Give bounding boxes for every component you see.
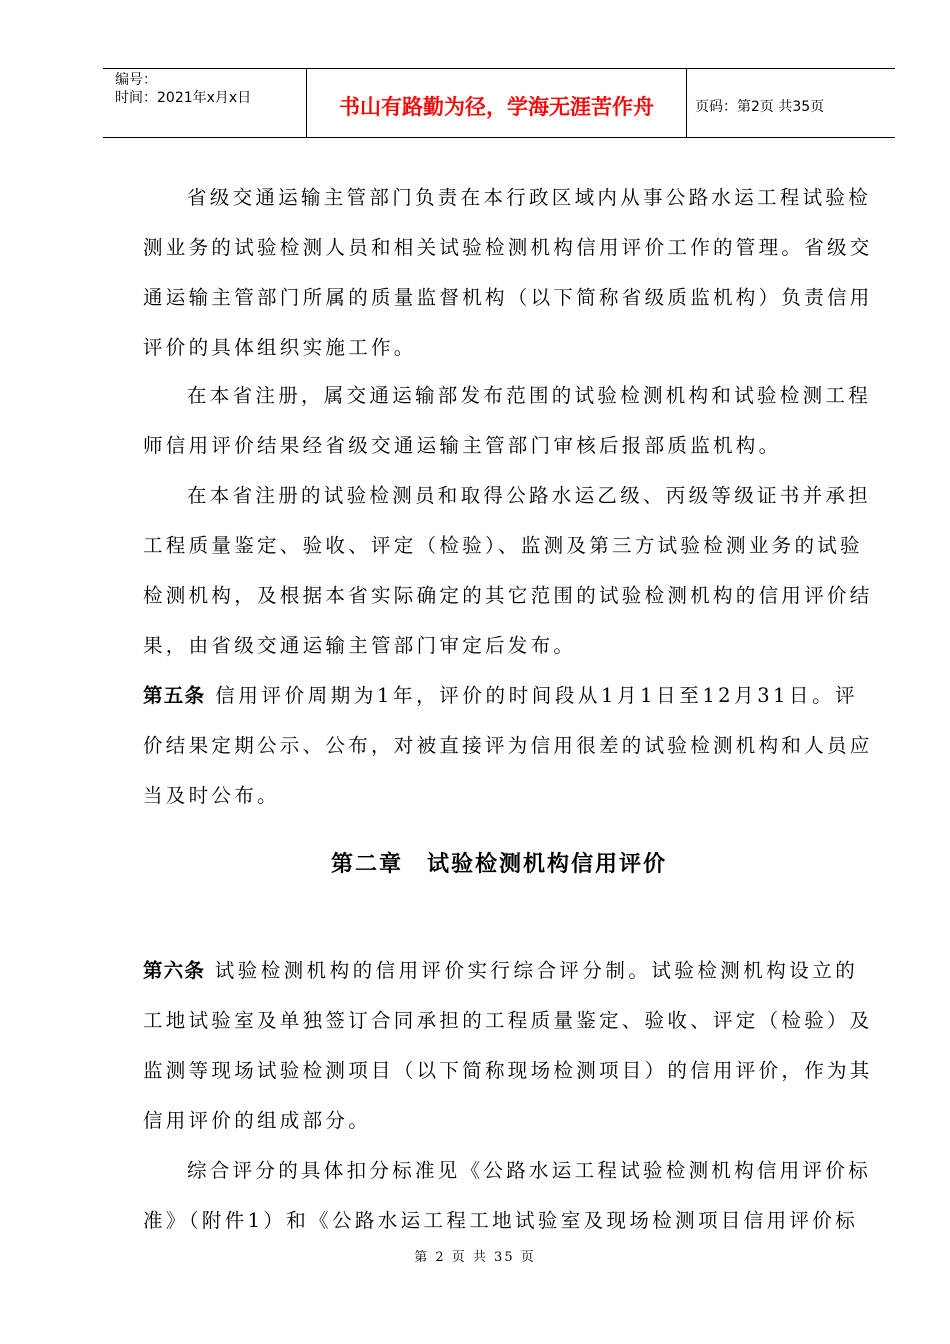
- paragraph-line: 省级交通运输主管部门负责在本行政区域内从事公路水运工程试验检: [187, 186, 872, 209]
- header-motto: 书山有路勤为径，学海无涯苦作舟: [306, 69, 687, 137]
- paragraph-line: 准》（附件1）和《公路水运工程工地试验室及现场检测项目信用评价标: [143, 1209, 858, 1232]
- paragraph-line: 在本省注册的试验检测员和取得公路水运乙级、丙级等级证书并承担: [187, 484, 872, 507]
- paragraph-line: 综合评分的具体扣分标准见《公路水运工程试验检测机构信用评价标: [187, 1159, 872, 1182]
- paragraph-line: 当及时公布。: [143, 784, 280, 807]
- chapter-title: 第二章 试验检测机构信用评价: [330, 852, 667, 877]
- article-5-label: 第五条: [143, 684, 206, 707]
- paragraph-line: 工地试验室及单独签订合同承担的工程质量鉴定、验收、评定（检验）及: [143, 1009, 873, 1032]
- article-5-first-line: [143, 680, 858, 708]
- paragraph-line: 测业务的试验检测人员和相关试验检测机构信用评价工作的管理。省级交: [143, 236, 873, 259]
- time-label: 时间：2021年x月x日: [115, 90, 252, 106]
- paragraph-line: 价结果定期公示、公布，对被直接评为信用很差的试验检测机构和人员应: [143, 734, 873, 757]
- page-footer: 第 2 页 共 35 页: [414, 1250, 536, 1265]
- article-6-label: 第六条: [143, 959, 206, 982]
- header-meta: [103, 69, 306, 137]
- paragraph-line: 工程质量鉴定、验收、评定（检验）、监测及第三方试验检测业务的试验: [143, 534, 863, 557]
- paragraph-line: 通运输主管部门所属的质量监督机构（以下简称省级质监机构）负责信用: [143, 286, 873, 309]
- header-page-info: 页码：第2页 共35页: [695, 99, 825, 115]
- paragraph-line: 师信用评价结果经省级交通运输主管部门审核后报部质监机构。: [143, 434, 782, 457]
- paragraph-line: 果，由省级交通运输主管部门审定后发布。: [143, 634, 577, 657]
- paragraph-line: 评价的具体组织实施工作。: [143, 336, 417, 359]
- page-header: [103, 68, 895, 138]
- number-label: 编号：: [115, 72, 157, 88]
- paragraph-line: 在本省注册，属交通运输部发布范围的试验检测机构和试验检测工程: [187, 384, 872, 407]
- article-6-first-line: [143, 955, 858, 983]
- paragraph-line: 监测等现场试验检测项目（以下简称现场检测项目）的信用评价，作为其: [143, 1059, 873, 1082]
- paragraph-line: 检测机构，及根据本省实际确定的其它范围的试验检测机构的信用评价结: [143, 584, 873, 607]
- article-5-text: 信用评价周期为1年，评价的时间段从1月1日至12月31日。评: [215, 684, 858, 707]
- paragraph-line: 信用评价的组成部分。: [143, 1109, 372, 1132]
- article-6-text: 试验检测机构的信用评价实行综合评分制。试验检测机构设立的: [214, 959, 858, 982]
